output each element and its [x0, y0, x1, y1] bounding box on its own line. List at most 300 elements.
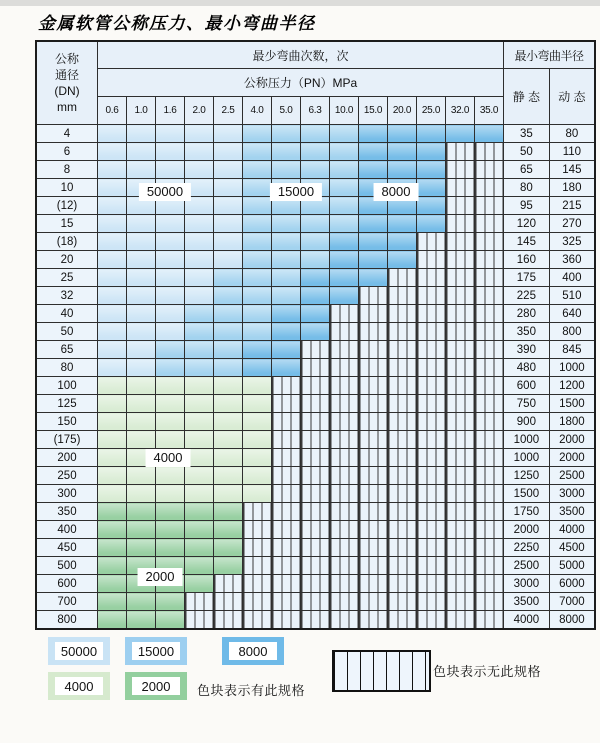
unavailable-hatch-cell	[301, 431, 330, 449]
available-cell	[127, 233, 156, 251]
available-cell	[330, 287, 359, 305]
unavailable-hatch-cell	[388, 467, 417, 485]
available-cell	[359, 215, 388, 233]
unavailable-hatch-cell	[330, 575, 359, 593]
unavailable-hatch-cell	[475, 143, 504, 161]
legend-available-text: 色块表示有此规格	[197, 683, 306, 698]
unavailable-hatch-cell	[301, 395, 330, 413]
unavailable-hatch-cell	[475, 233, 504, 251]
available-cell	[388, 251, 417, 269]
available-cell	[214, 539, 243, 557]
legend-swatch-2000	[125, 672, 187, 700]
unavailable-hatch-cell	[301, 557, 330, 575]
available-cell	[330, 143, 359, 161]
unavailable-hatch-cell	[301, 593, 330, 611]
unavailable-hatch-cell	[388, 575, 417, 593]
available-cell	[156, 611, 185, 630]
available-cell	[330, 251, 359, 269]
unavailable-hatch-cell	[388, 413, 417, 431]
available-cell	[156, 233, 185, 251]
available-cell	[272, 251, 301, 269]
available-cell	[185, 341, 214, 359]
unavailable-hatch-cell	[359, 305, 388, 323]
available-cell	[301, 215, 330, 233]
unavailable-hatch-cell	[330, 467, 359, 485]
dynamic-radius-value: 3000	[549, 485, 595, 503]
unavailable-hatch-cell	[272, 503, 301, 521]
table-row-dn-250	[36, 467, 595, 485]
available-cell	[185, 539, 214, 557]
unavailable-hatch-cell	[475, 251, 504, 269]
available-cell	[127, 377, 156, 395]
available-cell	[214, 269, 243, 287]
dn-cell: 10	[36, 179, 98, 197]
unavailable-hatch-cell	[301, 359, 330, 377]
unavailable-hatch-cell	[475, 323, 504, 341]
available-cell	[98, 467, 127, 485]
available-cell	[127, 413, 156, 431]
static-radius-value: 2000	[504, 521, 550, 539]
available-cell	[330, 233, 359, 251]
legend-swatch-value: 4000	[55, 677, 103, 695]
available-cell	[330, 197, 359, 215]
available-cell	[243, 449, 272, 467]
table-row-dn-300	[36, 485, 595, 503]
unavailable-hatch-cell	[417, 269, 446, 287]
dynamic-radius-value: 215	[549, 197, 595, 215]
unavailable-hatch-cell	[272, 521, 301, 539]
available-cell	[185, 251, 214, 269]
unavailable-hatch-cell	[301, 503, 330, 521]
unavailable-hatch-cell	[272, 611, 301, 630]
dn-header-line: mm	[57, 100, 77, 115]
unavailable-hatch-cell	[475, 467, 504, 485]
unavailable-hatch-cell	[330, 539, 359, 557]
available-cell	[214, 197, 243, 215]
pressure-value-header: 32.0	[446, 97, 475, 125]
available-cell	[156, 215, 185, 233]
table-row-dn-15	[36, 215, 595, 233]
static-radius-value: 35	[504, 125, 550, 143]
static-radius-value: 1500	[504, 485, 550, 503]
available-cell	[330, 125, 359, 143]
pressure-table-wrap	[35, 40, 590, 630]
available-cell	[243, 179, 272, 197]
available-cell	[272, 305, 301, 323]
available-cell	[98, 341, 127, 359]
available-cell	[243, 161, 272, 179]
bend-cycles-header: 最少弯曲次数，次	[98, 41, 504, 69]
dn-header-line: 公称	[54, 51, 79, 66]
available-cell	[417, 161, 446, 179]
available-cell	[185, 575, 214, 593]
dn-cell: 450	[36, 539, 98, 557]
legend-swatch-4000	[48, 672, 110, 700]
table-row-dn-400	[36, 521, 595, 539]
unavailable-hatch-cell	[301, 413, 330, 431]
available-cell	[214, 323, 243, 341]
dn-cell: 6	[36, 143, 98, 161]
available-cell	[127, 611, 156, 630]
available-cell	[272, 143, 301, 161]
unavailable-hatch-cell	[359, 539, 388, 557]
available-cell	[214, 341, 243, 359]
available-cell	[214, 233, 243, 251]
available-cell	[388, 233, 417, 251]
static-radius-value: 1000	[504, 431, 550, 449]
unavailable-hatch-cell	[330, 377, 359, 395]
unavailable-hatch-cell	[359, 359, 388, 377]
table-row-dn-40	[36, 305, 595, 323]
unavailable-hatch-cell	[330, 431, 359, 449]
available-cell	[127, 323, 156, 341]
unavailable-hatch-cell	[417, 341, 446, 359]
dynamic-radius-value: 2000	[549, 449, 595, 467]
available-cell	[185, 377, 214, 395]
static-radius-value: 480	[504, 359, 550, 377]
static-radius-value: 1750	[504, 503, 550, 521]
legend-swatch-50000	[48, 637, 110, 665]
nominal-pressure-header: 公称压力（PN）MPa	[98, 69, 504, 97]
dn-cell: 65	[36, 341, 98, 359]
unavailable-hatch-cell	[301, 611, 330, 630]
available-cell	[243, 359, 272, 377]
available-cell	[185, 233, 214, 251]
unavailable-hatch-cell	[359, 413, 388, 431]
unavailable-hatch-cell	[388, 503, 417, 521]
unavailable-hatch-cell	[446, 143, 475, 161]
available-cell	[127, 251, 156, 269]
available-cell	[98, 359, 127, 377]
unavailable-hatch-cell	[330, 521, 359, 539]
available-cell	[185, 359, 214, 377]
available-cell	[301, 161, 330, 179]
dn-cell: 40	[36, 305, 98, 323]
unavailable-hatch-cell	[475, 611, 504, 630]
unavailable-hatch-cell	[475, 593, 504, 611]
dn-cell: 150	[36, 413, 98, 431]
available-cell	[388, 215, 417, 233]
page-top-strip	[0, 0, 600, 6]
available-cell	[214, 359, 243, 377]
min-bend-radius-header: 最小弯曲半径	[504, 41, 596, 69]
available-cell	[359, 125, 388, 143]
static-radius-value: 175	[504, 269, 550, 287]
dn-cell: 600	[36, 575, 98, 593]
available-cell	[127, 539, 156, 557]
unavailable-hatch-cell	[359, 557, 388, 575]
available-cell	[156, 143, 185, 161]
available-cell	[156, 377, 185, 395]
available-cell	[243, 323, 272, 341]
dynamic-radius-value: 845	[549, 341, 595, 359]
available-cell	[98, 503, 127, 521]
cycles-label-15000: 15000	[270, 183, 322, 201]
dn-cell: 300	[36, 485, 98, 503]
dynamic-radius-value: 3500	[549, 503, 595, 521]
pressure-value-header: 15.0	[359, 97, 388, 125]
available-cell	[272, 323, 301, 341]
page-title: 金属软管公称压力、最小弯曲半径	[38, 14, 316, 34]
dynamic-column-header: 动 态	[549, 69, 595, 125]
unavailable-hatch-cell	[359, 593, 388, 611]
dn-cell: 400	[36, 521, 98, 539]
unavailable-hatch-cell	[475, 431, 504, 449]
dn-header-line: 通径	[54, 67, 79, 82]
available-cell	[98, 485, 127, 503]
available-cell	[98, 413, 127, 431]
table-row-dn-350	[36, 503, 595, 521]
dynamic-radius-value: 270	[549, 215, 595, 233]
static-radius-value: 50	[504, 143, 550, 161]
available-cell	[156, 251, 185, 269]
unavailable-hatch-cell	[446, 485, 475, 503]
available-cell	[272, 161, 301, 179]
available-cell	[98, 197, 127, 215]
unavailable-hatch-cell	[272, 575, 301, 593]
available-cell	[185, 287, 214, 305]
available-cell	[417, 125, 446, 143]
available-cell	[417, 143, 446, 161]
available-cell	[156, 413, 185, 431]
unavailable-hatch-cell	[330, 305, 359, 323]
table-row-dn-18	[36, 233, 595, 251]
available-cell	[127, 485, 156, 503]
available-cell	[272, 215, 301, 233]
unavailable-hatch-cell	[446, 611, 475, 630]
dn-header-line: (DN)	[54, 84, 80, 98]
pressure-value-header: 10.0	[330, 97, 359, 125]
unavailable-hatch-cell	[243, 539, 272, 557]
dynamic-radius-value: 4000	[549, 521, 595, 539]
pressure-value-header: 0.6	[98, 97, 127, 125]
table-row-dn-500	[36, 557, 595, 575]
available-cell	[359, 161, 388, 179]
available-cell	[243, 287, 272, 305]
dynamic-radius-value: 1200	[549, 377, 595, 395]
available-cell	[243, 233, 272, 251]
unavailable-hatch-cell	[475, 503, 504, 521]
unavailable-hatch-cell	[330, 593, 359, 611]
unavailable-hatch-cell	[301, 539, 330, 557]
static-radius-value: 160	[504, 251, 550, 269]
available-cell	[214, 395, 243, 413]
available-cell	[272, 359, 301, 377]
unavailable-hatch-cell	[475, 341, 504, 359]
available-cell	[301, 323, 330, 341]
available-cell	[98, 431, 127, 449]
dn-cell: 100	[36, 377, 98, 395]
available-cell	[214, 557, 243, 575]
dn-cell: 15	[36, 215, 98, 233]
dynamic-radius-value: 1800	[549, 413, 595, 431]
available-cell	[98, 287, 127, 305]
unavailable-hatch-cell	[417, 305, 446, 323]
table-row-dn-4	[36, 125, 595, 143]
available-cell	[156, 503, 185, 521]
static-radius-value: 120	[504, 215, 550, 233]
available-cell	[98, 557, 127, 575]
unavailable-hatch-cell	[330, 359, 359, 377]
pressure-table	[35, 40, 596, 630]
unavailable-hatch-cell	[446, 251, 475, 269]
unavailable-hatch-cell	[417, 575, 446, 593]
unavailable-hatch-cell	[243, 593, 272, 611]
available-cell	[156, 431, 185, 449]
unavailable-hatch-cell	[388, 539, 417, 557]
available-cell	[185, 431, 214, 449]
unavailable-hatch-cell	[417, 431, 446, 449]
unavailable-hatch-cell	[446, 593, 475, 611]
unavailable-hatch-cell	[446, 575, 475, 593]
available-cell	[417, 179, 446, 197]
pressure-value-header: 1.6	[156, 97, 185, 125]
unavailable-hatch-cell	[446, 377, 475, 395]
available-cell	[98, 323, 127, 341]
available-cell	[156, 341, 185, 359]
available-cell	[243, 125, 272, 143]
unavailable-hatch-cell	[272, 395, 301, 413]
available-cell	[127, 341, 156, 359]
pressure-value-header: 2.0	[185, 97, 214, 125]
dn-cell: 350	[36, 503, 98, 521]
unavailable-hatch-cell	[214, 593, 243, 611]
unavailable-hatch-cell	[388, 359, 417, 377]
available-cell	[214, 449, 243, 467]
unavailable-hatch-cell	[243, 557, 272, 575]
unavailable-hatch-cell	[417, 521, 446, 539]
available-cell	[185, 521, 214, 539]
unavailable-hatch-cell	[272, 485, 301, 503]
unavailable-hatch-cell	[359, 449, 388, 467]
static-radius-value: 1000	[504, 449, 550, 467]
table-row-dn-125	[36, 395, 595, 413]
unavailable-hatch-cell	[417, 557, 446, 575]
unavailable-hatch-cell	[388, 521, 417, 539]
available-cell	[388, 143, 417, 161]
unavailable-hatch-cell	[359, 467, 388, 485]
dynamic-radius-value: 640	[549, 305, 595, 323]
unavailable-hatch-cell	[446, 431, 475, 449]
available-cell	[243, 143, 272, 161]
cycles-label-8000: 8000	[374, 183, 419, 201]
table-row-dn-175	[36, 431, 595, 449]
static-radius-value: 3000	[504, 575, 550, 593]
available-cell	[446, 125, 475, 143]
available-cell	[127, 467, 156, 485]
unavailable-hatch-cell	[359, 485, 388, 503]
unavailable-hatch-cell	[446, 521, 475, 539]
dynamic-radius-value: 145	[549, 161, 595, 179]
unavailable-hatch-cell	[330, 413, 359, 431]
dn-cell: (12)	[36, 197, 98, 215]
unavailable-hatch-cell	[446, 287, 475, 305]
dynamic-radius-value: 8000	[549, 611, 595, 630]
available-cell	[214, 215, 243, 233]
unavailable-hatch-cell	[359, 431, 388, 449]
unavailable-hatch-cell	[446, 197, 475, 215]
unavailable-hatch-cell	[417, 503, 446, 521]
available-cell	[98, 215, 127, 233]
available-cell	[243, 431, 272, 449]
unavailable-hatch-cell	[417, 287, 446, 305]
unavailable-hatch-cell	[388, 305, 417, 323]
available-cell	[127, 269, 156, 287]
available-cell	[475, 125, 504, 143]
unavailable-hatch-cell	[446, 179, 475, 197]
static-radius-value: 65	[504, 161, 550, 179]
unavailable-hatch-cell	[301, 485, 330, 503]
available-cell	[98, 611, 127, 630]
static-radius-value: 390	[504, 341, 550, 359]
unavailable-hatch-cell	[272, 557, 301, 575]
legend-swatch-value: 2000	[132, 677, 180, 695]
available-cell	[127, 287, 156, 305]
dynamic-radius-value: 7000	[549, 593, 595, 611]
available-cell	[388, 125, 417, 143]
table-row-dn-450	[36, 539, 595, 557]
dn-cell: 700	[36, 593, 98, 611]
dynamic-radius-value: 1500	[549, 395, 595, 413]
unavailable-hatch-cell	[272, 539, 301, 557]
static-radius-value: 900	[504, 413, 550, 431]
table-row-dn-8	[36, 161, 595, 179]
unavailable-hatch-cell	[243, 503, 272, 521]
available-cell	[98, 593, 127, 611]
available-cell	[243, 467, 272, 485]
available-cell	[156, 287, 185, 305]
dynamic-radius-value: 800	[549, 323, 595, 341]
cycles-label-4000: 4000	[146, 449, 191, 467]
available-cell	[156, 161, 185, 179]
unavailable-hatch-cell	[330, 503, 359, 521]
available-cell	[156, 305, 185, 323]
unavailable-hatch-cell	[272, 413, 301, 431]
dn-cell: 80	[36, 359, 98, 377]
available-cell	[127, 161, 156, 179]
available-cell	[214, 161, 243, 179]
unavailable-hatch-cell	[359, 521, 388, 539]
available-cell	[127, 431, 156, 449]
available-cell	[243, 413, 272, 431]
unavailable-hatch-cell	[243, 611, 272, 630]
dn-cell: 8	[36, 161, 98, 179]
unavailable-hatch-cell	[330, 341, 359, 359]
available-cell	[272, 233, 301, 251]
available-cell	[156, 125, 185, 143]
static-radius-value: 750	[504, 395, 550, 413]
dynamic-radius-value: 2500	[549, 467, 595, 485]
available-cell	[98, 125, 127, 143]
available-cell	[330, 161, 359, 179]
table-row-dn-25	[36, 269, 595, 287]
static-radius-value: 2250	[504, 539, 550, 557]
available-cell	[156, 323, 185, 341]
legend-swatch-15000	[125, 637, 187, 665]
unavailable-hatch-cell	[388, 611, 417, 630]
available-cell	[301, 269, 330, 287]
dynamic-radius-value: 510	[549, 287, 595, 305]
static-radius-value: 95	[504, 197, 550, 215]
unavailable-hatch-cell	[475, 575, 504, 593]
available-cell	[156, 269, 185, 287]
unavailable-hatch-cell	[446, 359, 475, 377]
unavailable-hatch-cell	[417, 233, 446, 251]
available-cell	[214, 431, 243, 449]
unavailable-hatch-cell	[359, 377, 388, 395]
unavailable-hatch-cell	[359, 611, 388, 630]
available-cell	[185, 323, 214, 341]
